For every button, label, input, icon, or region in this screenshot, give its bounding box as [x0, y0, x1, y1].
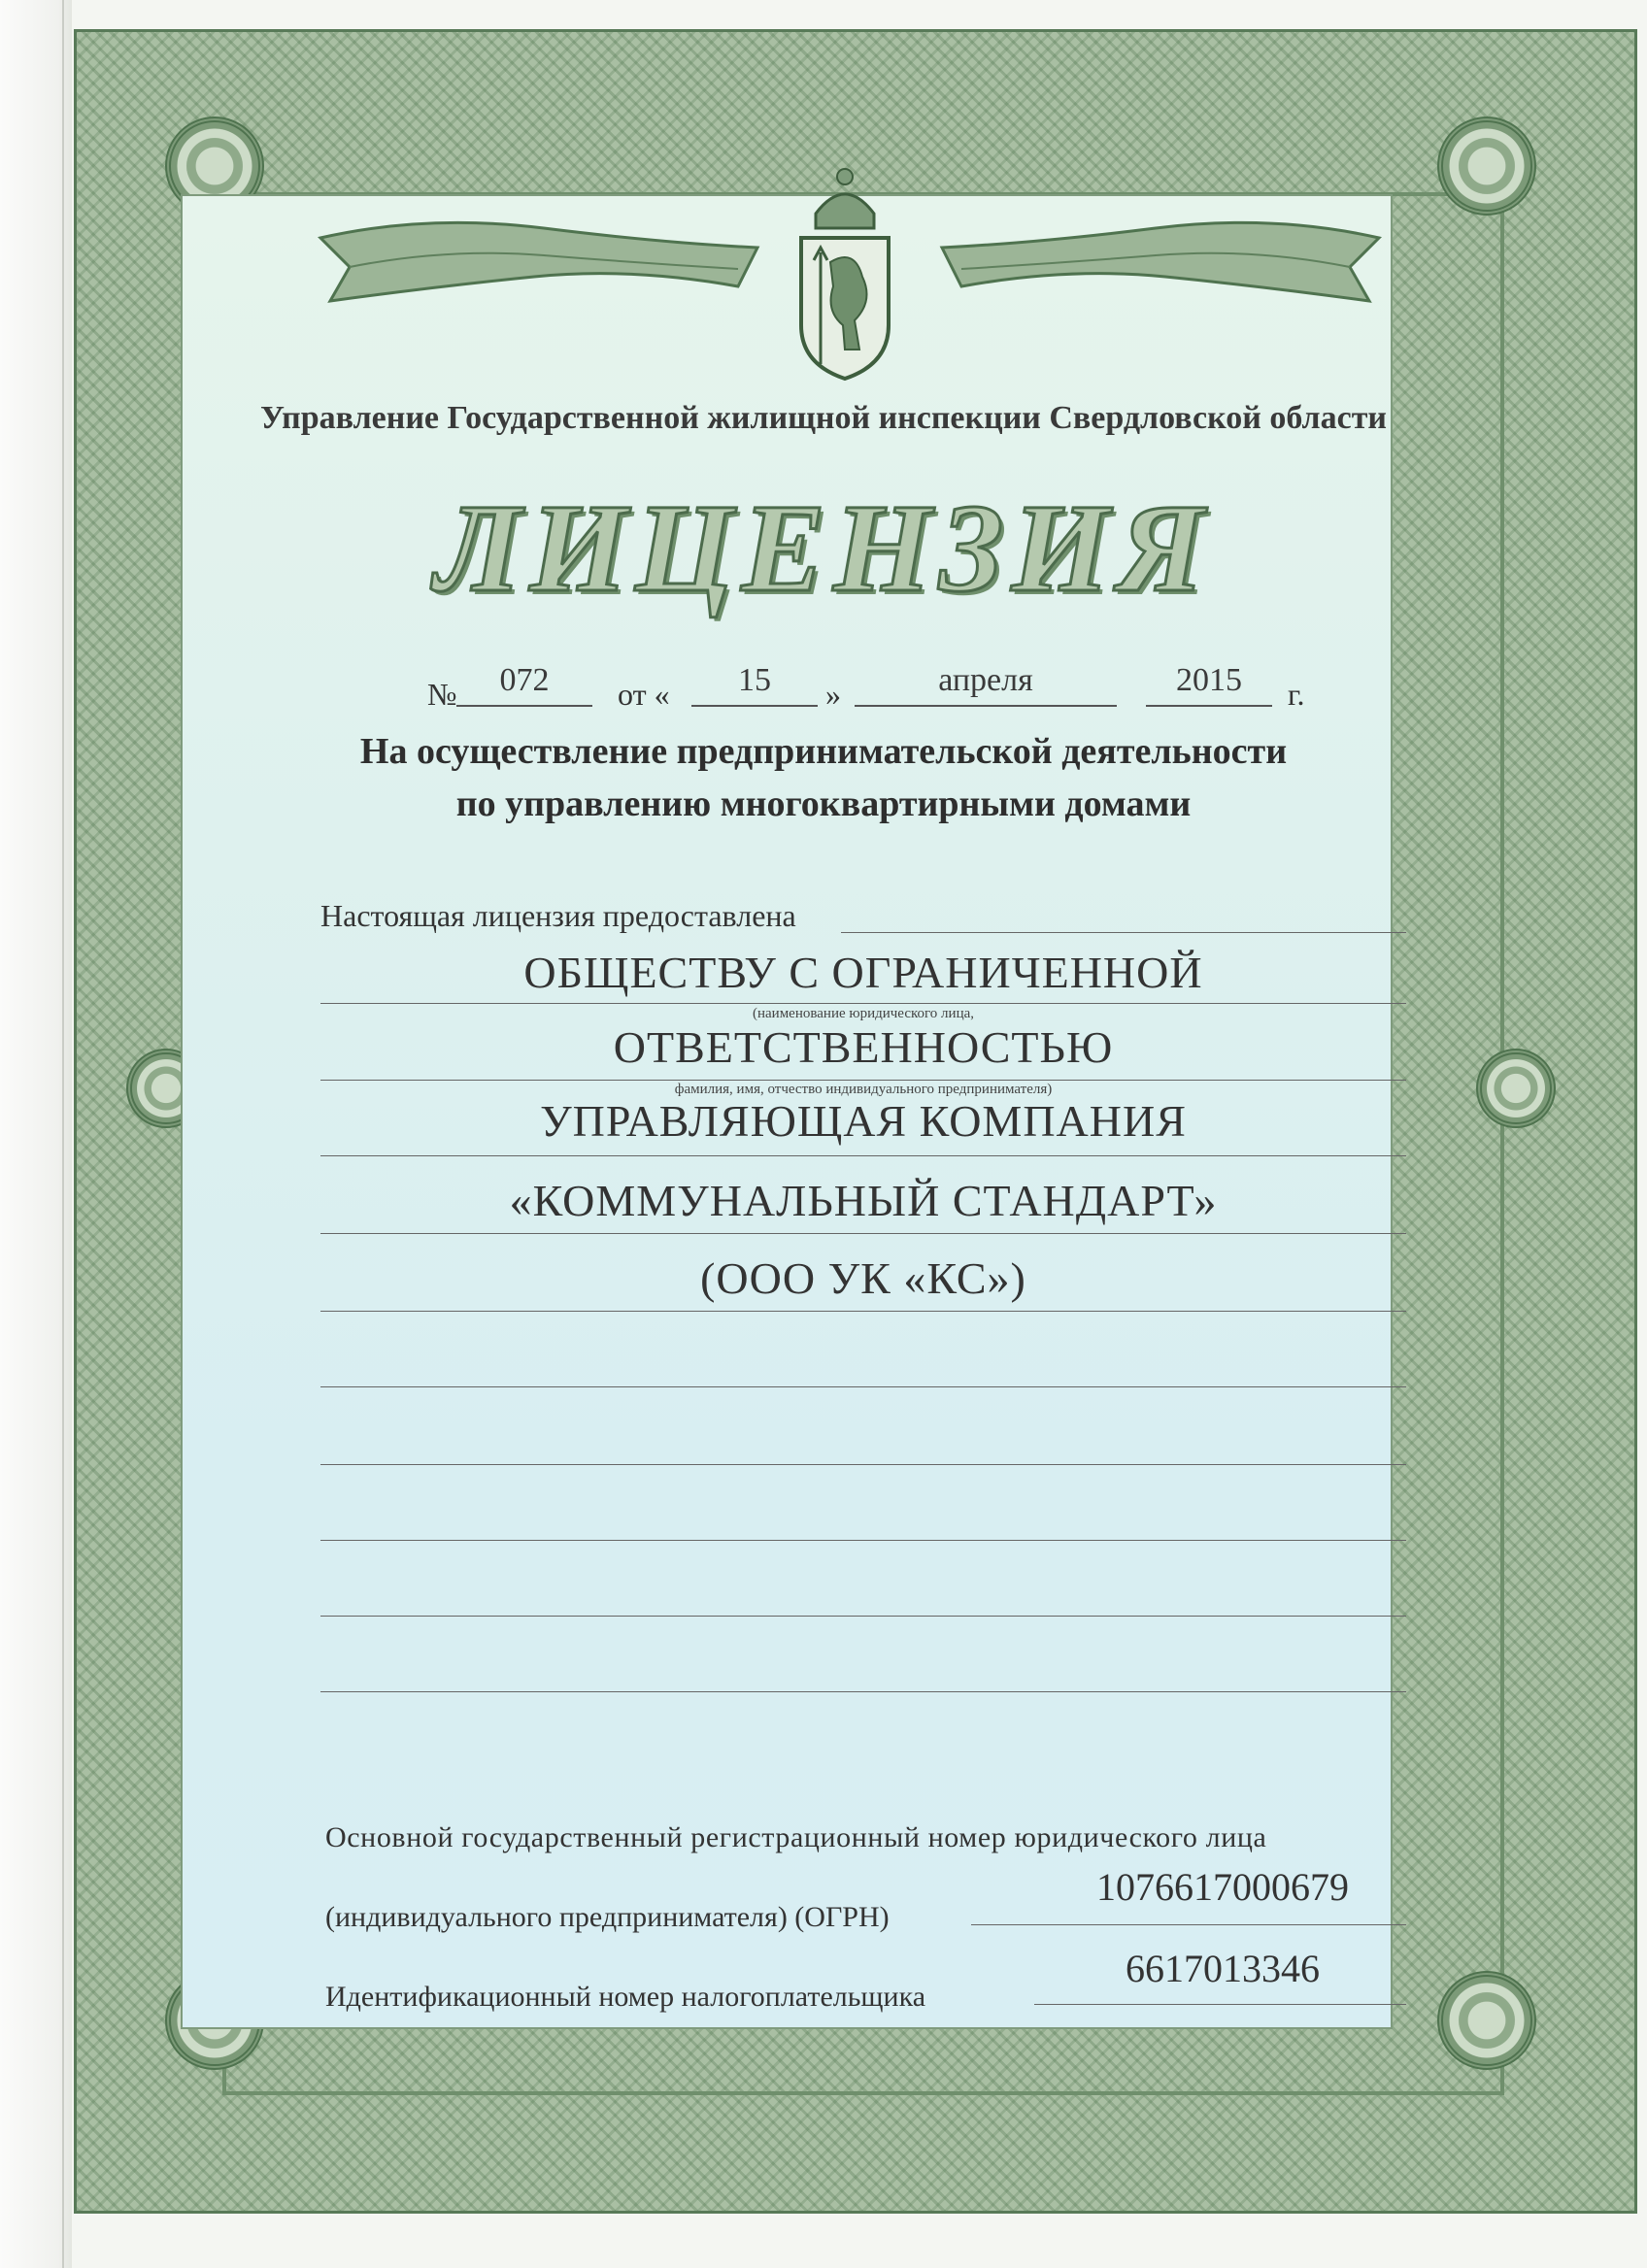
grantee-name-line-2: ОТВЕТСТВЕННОСТЬЮ [613, 1022, 1114, 1072]
document-title: ЛИЦЕНЗИЯ [434, 479, 1213, 618]
ribbon-left [311, 209, 767, 306]
scan-fold-line [62, 0, 64, 2268]
license-number: 072 [499, 662, 550, 698]
grantee-hint-1: (наименование юридического лица, [752, 1006, 975, 1021]
grantee-line-3-rule [320, 1155, 1406, 1156]
grantee-hint-2: фамилия, имя, отчество индивидуального предпринимателя) [674, 1082, 1053, 1097]
license-month: апреля [938, 662, 1033, 698]
grantee-intro-underline [841, 932, 1406, 933]
ogrn-label-line-2: (индивидуального предпринимателя) (ОГРН) [325, 1901, 890, 1933]
inn-underline [1034, 2004, 1406, 2005]
scan-margin [0, 0, 72, 2268]
license-number-label: № [427, 677, 457, 712]
grantee-line-4-rule [320, 1233, 1406, 1234]
license-year-underline [1146, 705, 1272, 707]
year-suffix: г. [1288, 677, 1305, 712]
inn-number: 6617013346 [1126, 1947, 1320, 1990]
day-close-quote: » [825, 677, 841, 712]
side-rosette-right [1476, 1049, 1556, 1128]
grantee-name-line-4: «КОММУНАЛЬНЫЙ СТАНДАРТ» [509, 1176, 1218, 1225]
activity-subject-line-1: На осуществление предпринимательской деятельности [359, 731, 1288, 772]
corner-rosette-bottom-right [1437, 1971, 1536, 2070]
blank-line-5 [320, 1691, 1406, 1692]
ogrn-number: 1076617000679 [1096, 1865, 1349, 1909]
inn-label: Идентификационный номер налогоплательщика [325, 1981, 926, 2013]
license-year: 2015 [1176, 662, 1242, 698]
grantee-intro-label: Настоящая лицензия предоставлена [320, 898, 796, 933]
license-number-underline [456, 705, 592, 707]
activity-subject-line-2: по управлению многоквартирными домами [455, 784, 1192, 824]
date-from-label: от « [618, 677, 670, 712]
grantee-line-5-rule [320, 1311, 1406, 1312]
blank-line-3 [320, 1540, 1406, 1541]
ogrn-underline [971, 1924, 1406, 1925]
issuing-agency: Управление Государственной жилищной инспекции Свердловской области [260, 400, 1387, 436]
blank-line-2 [320, 1464, 1406, 1465]
grantee-line-2-rule [320, 1080, 1406, 1081]
grantee-name-line-1: ОБЩЕСТВУ С ОГРАНИЧЕННОЙ [523, 948, 1203, 997]
blank-line-1 [320, 1386, 1406, 1387]
license-day: 15 [738, 662, 771, 698]
ogrn-label-line-1: Основной государственный регистрационный номер юридического лица [325, 1821, 1267, 1853]
corner-rosette-top-right [1437, 117, 1536, 216]
license-month-underline [855, 705, 1117, 707]
grantee-name-line-3: УПРАВЛЯЮЩАЯ КОМПАНИЯ [540, 1096, 1187, 1146]
grantee-name-line-5: (ООО УК «КС») [700, 1253, 1026, 1303]
license-day-underline [691, 705, 818, 707]
grantee-line-1-rule [320, 1003, 1406, 1004]
blank-line-4 [320, 1616, 1406, 1617]
coat-of-arms-emblem [787, 155, 903, 388]
ribbon-right [932, 209, 1389, 306]
